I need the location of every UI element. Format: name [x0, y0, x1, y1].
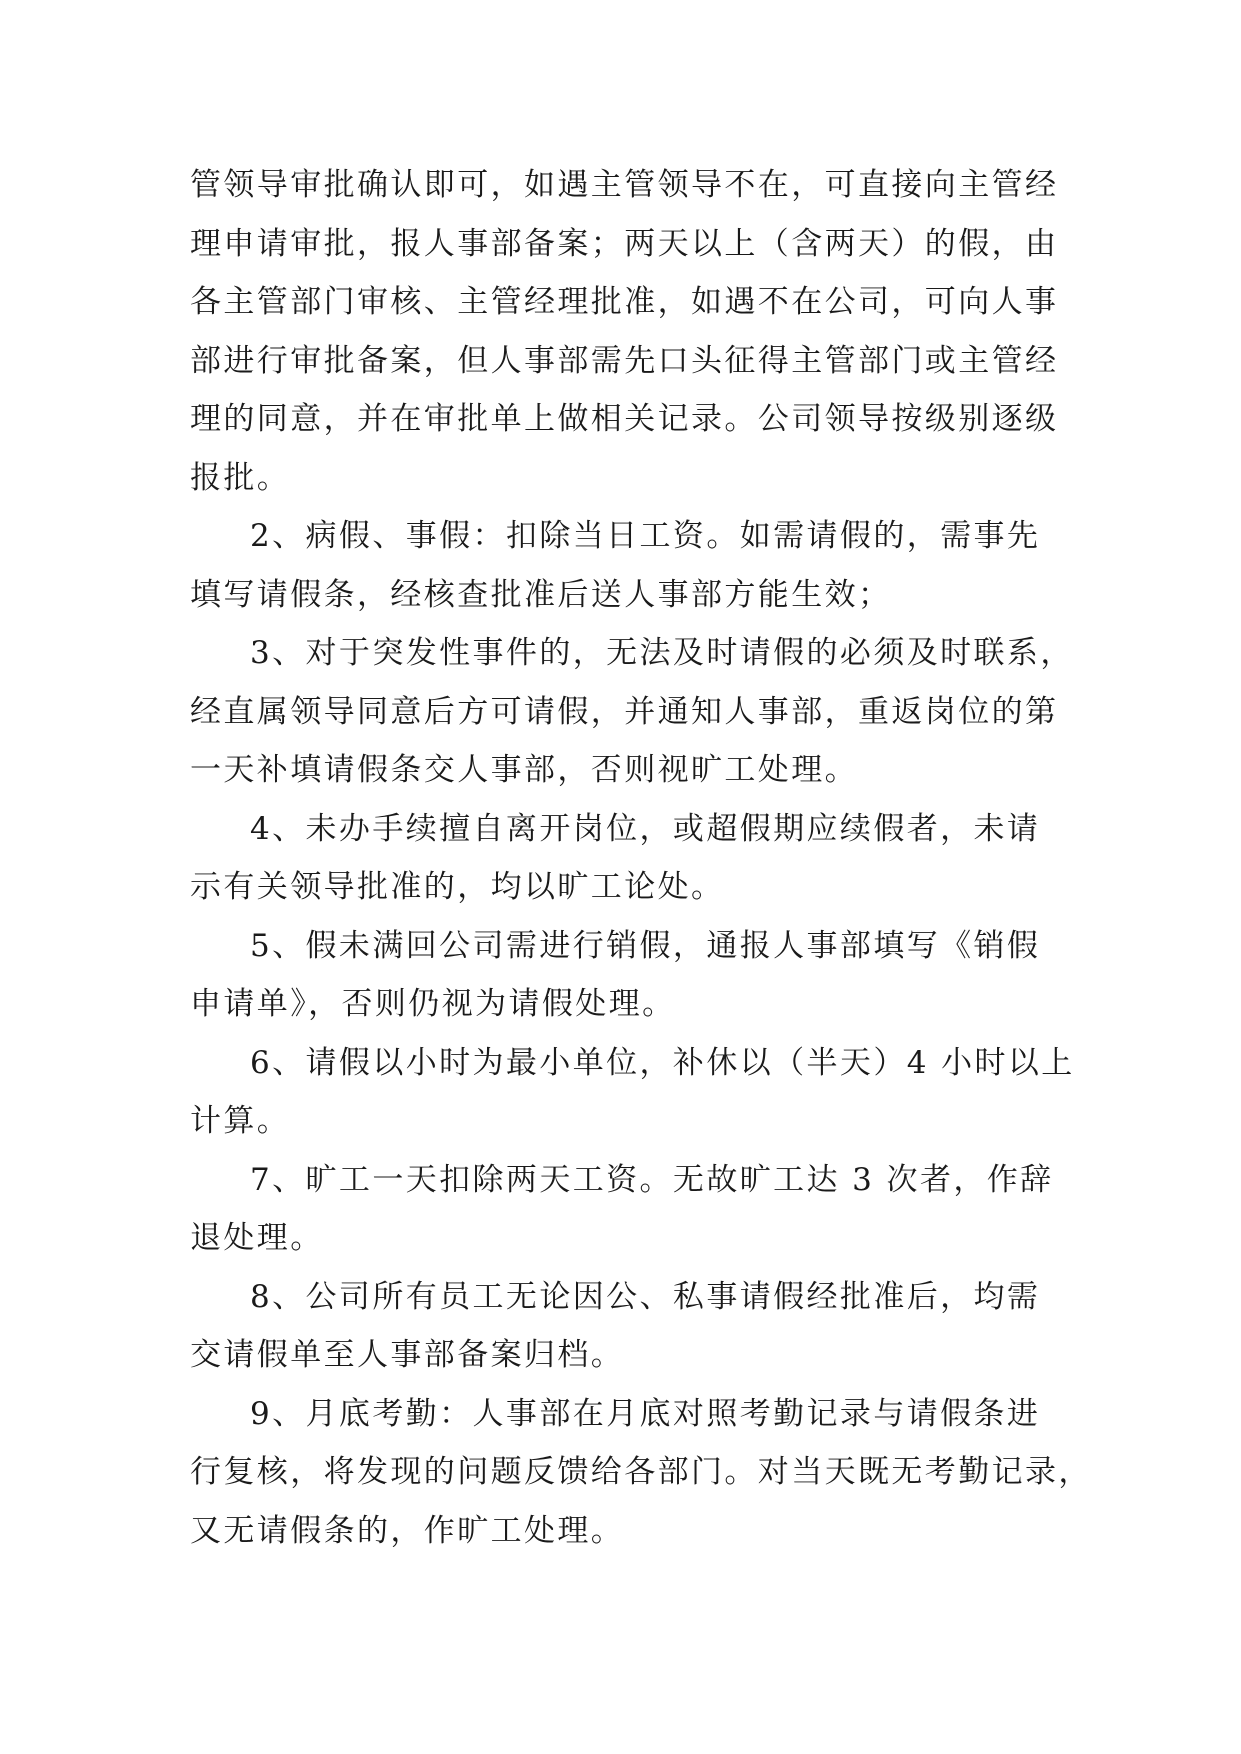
text-line: 报批。 [190, 459, 291, 496]
list-item-9: 9、月底考勤：人事部在月底对照考勤记录与请假条进 [250, 1395, 1041, 1432]
list-item-3: 3、对于突发性事件的，无法及时请假的必须及时联系， [250, 635, 1074, 671]
text-line: 理申请审批，报人事部备案；两天以上（含两天）的假，由 [190, 225, 1059, 262]
document-body [190, 156, 1092, 1560]
text-line: 各主管部门审核、主管经理批准，如遇不在公司，可向人事 [190, 284, 1059, 320]
list-item-8: 8、公司所有员工无论因公、私事请假经批准后，均需 [250, 1278, 1041, 1315]
text-line: 理的同意，并在审批单上做相关记录。公司领导按级别逐级 [190, 401, 1059, 437]
text-line: 示有关领导批准的，均以旷工论处。 [190, 869, 725, 905]
text-line: 管领导审批确认即可，如遇主管领导不在，可直接向主管经 [190, 167, 1059, 203]
text-line: 填写请假条，经核查批准后送人事部方能生效； [190, 576, 892, 613]
text-line: 一天补填请假条交人事部，否则视旷工处理。 [190, 752, 858, 788]
text-line: 经直属领导同意后方可请假，并通知人事部，重返岗位的第 [190, 693, 1059, 730]
list-item-2: 2、病假、事假：扣除当日工资。如需请假的，需事先 [250, 518, 1041, 554]
text-line: 部进行审批备案，但人事部需先口头征得主管部门或主管经 [190, 342, 1059, 379]
list-item-6: 6、请假以小时为最小单位，补休以（半天）4 小时以上 [250, 1044, 1075, 1081]
text-line: 行复核，将发现的问题反馈给各部门。对当天既无考勤记录， [190, 1454, 1092, 1490]
text-line: 又无请假条的，作旷工处理。 [190, 1512, 625, 1549]
text-line: 计算。 [190, 1103, 291, 1139]
list-item-4: 4、未办手续擅自离开岗位，或超假期应续假者，未请 [250, 810, 1041, 847]
list-item-7: 7、旷工一天扣除两天工资。无故旷工达 3 次者，作辞 [250, 1161, 1054, 1198]
text-line: 退处理。 [190, 1220, 324, 1256]
text-line: 交请假单至人事部备案归档。 [190, 1337, 625, 1373]
list-item-5: 5、假未满回公司需进行销假，通报人事部填写《销假 [250, 927, 1041, 964]
text-line: 申请单》，否则仍视为请假处理。 [190, 986, 676, 1022]
